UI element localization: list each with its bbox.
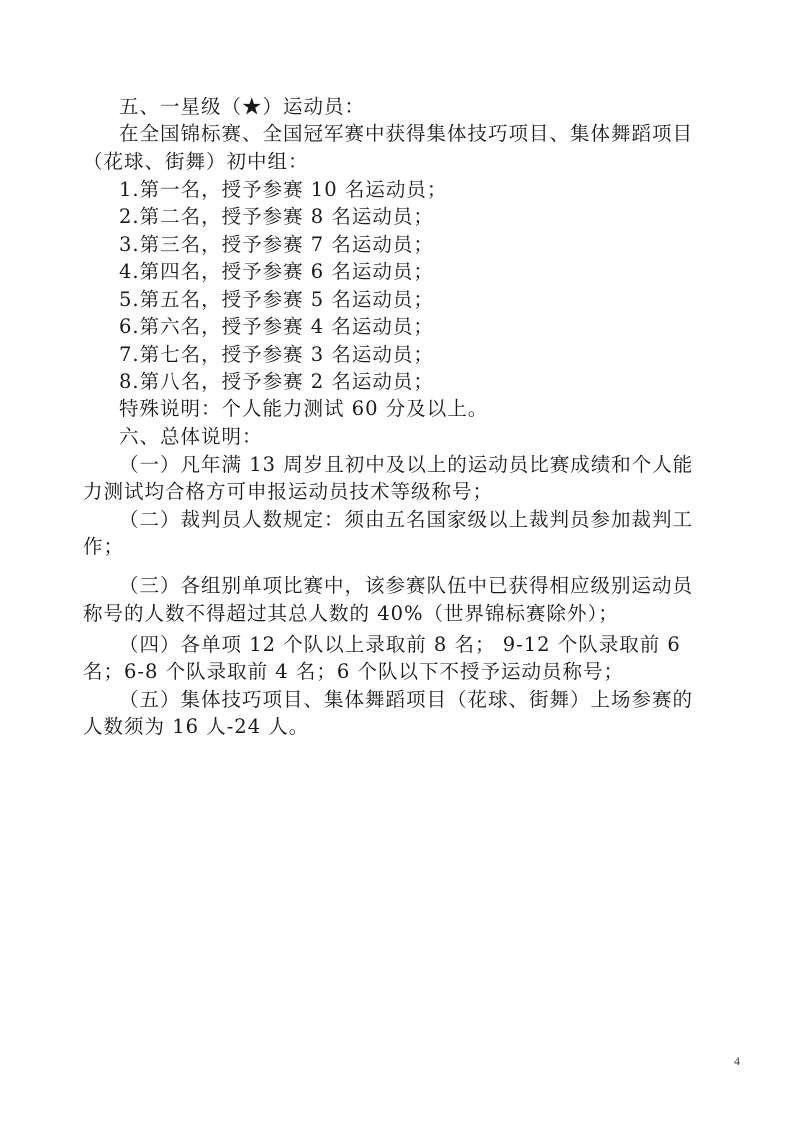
item2-line2: 作； [83,535,125,558]
award-item-2: 2.第二名，授予参赛 8 名运动员； [119,205,434,228]
section5-intro-line1: 在全国锦标赛、全国冠军赛中获得集体技巧项目、集体舞蹈项目 [119,122,694,145]
award-item-4: 4.第四名，授予参赛 6 名运动员； [119,260,434,283]
item1-line2: 力测试均合格方可申报运动员技术等级称号； [83,480,494,503]
section5-intro-line2: （花球、街舞）初中组： [83,150,309,173]
page-number: 4 [734,1054,740,1068]
section6-heading: 六、总体说明： [119,425,263,448]
item2-line1: （二）裁判员人数规定：须由五名国家级以上裁判员参加裁判工 [119,508,694,531]
award-item-1: 1.第一名，授予参赛 10 名运动员； [119,178,448,201]
item4-line1: （四）各单项 12 个队以上录取前 8 名； 9-12 个队录取前 6 [119,633,681,656]
item5-line2: 人数须为 16 人-24 人。 [83,715,310,738]
award-item-3: 3.第三名，授予参赛 7 名运动员； [119,233,434,256]
award-item-7: 7.第七名，授予参赛 3 名运动员； [119,343,434,366]
section5-heading: 五、一星级（★）运动员： [119,95,366,118]
item4-line2: 名；6-8 个队录取前 4 名；6 个队以下不授予运动员称号； [83,660,625,683]
item5-line1: （五）集体技巧项目、集体舞蹈项目（花球、街舞）上场参赛的 [119,688,694,711]
item3-line2: 称号的人数不得超过其总人数的 40%（世界锦标赛除外）； [83,602,619,625]
special-note: 特殊说明：个人能力测试 60 分及以上。 [119,397,489,420]
award-item-5: 5.第五名，授予参赛 5 名运动员； [119,288,434,311]
award-item-8: 8.第八名，授予参赛 2 名运动员； [119,370,434,393]
award-item-6: 6.第六名，授予参赛 4 名运动员； [119,315,434,338]
item1-line1: （一）凡年满 13 周岁且初中及以上的运动员比赛成绩和个人能 [119,453,694,476]
item3-line1: （三）各组别单项比赛中，该参赛队伍中已获得相应级别运动员 [119,574,694,597]
